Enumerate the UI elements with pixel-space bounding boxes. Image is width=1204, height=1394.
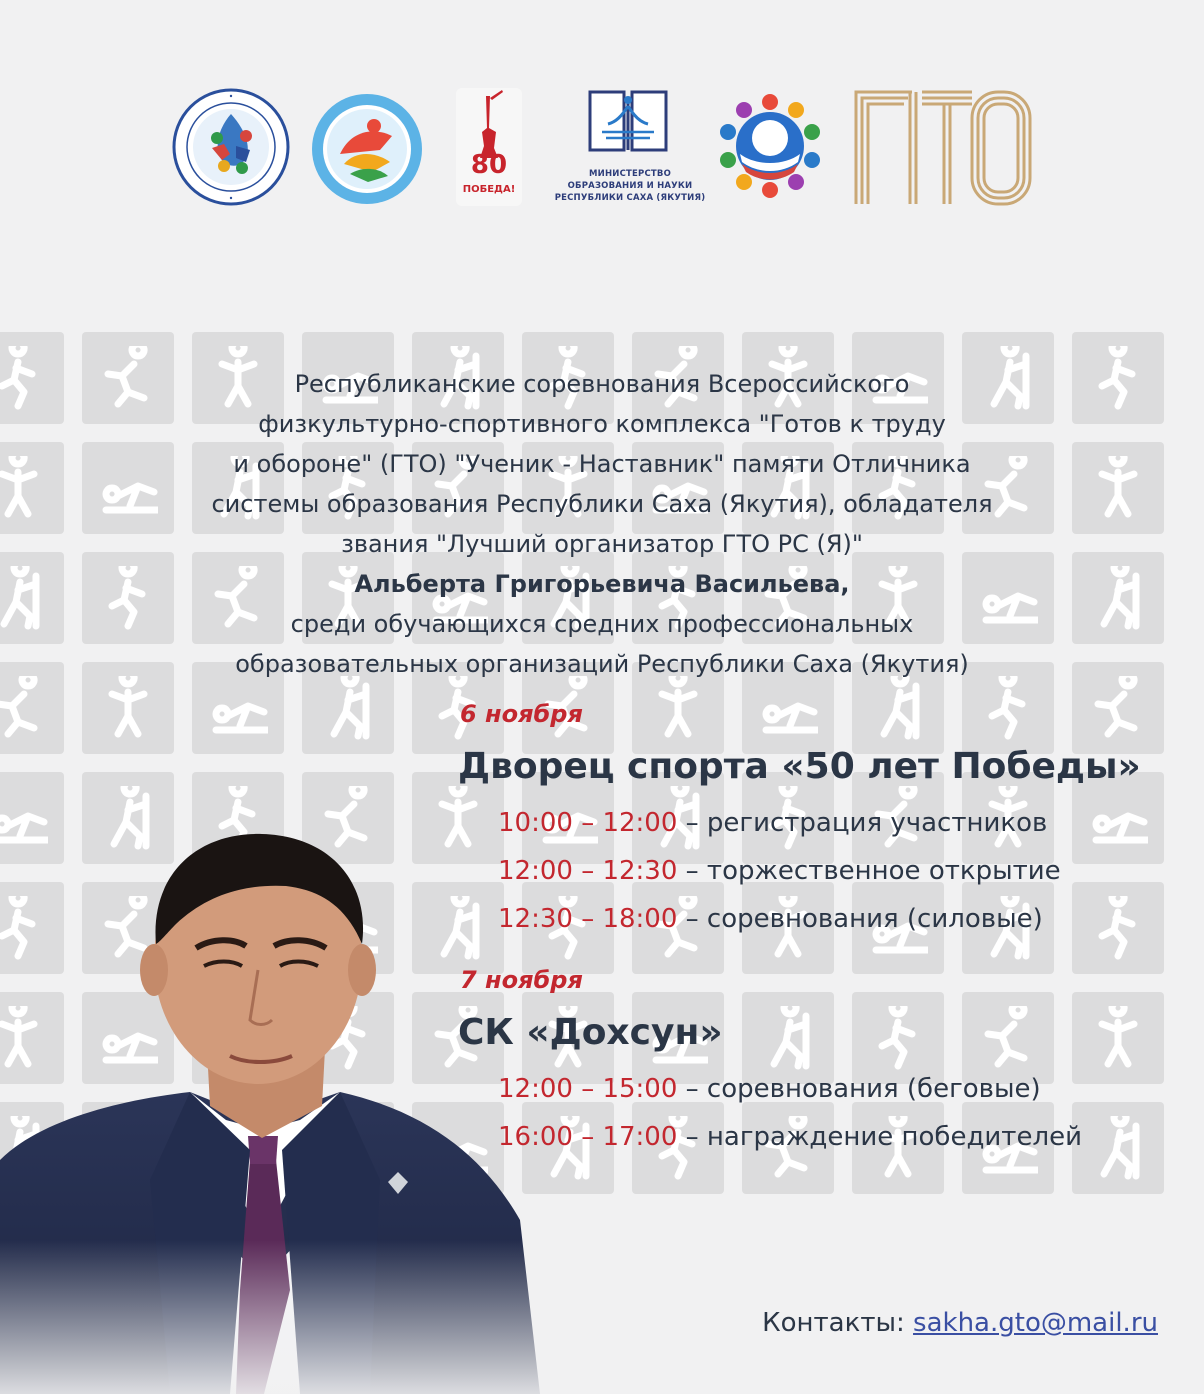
schedule-activity: – соревнования (силовые)	[677, 904, 1043, 934]
schedule-activity: – награждение победителей	[677, 1122, 1082, 1152]
athlete-icon	[1088, 896, 1148, 960]
schedule-time: 12:30 – 18:00	[498, 904, 678, 934]
gto-center-seal-icon	[310, 92, 424, 206]
ministry-sport-seal-icon	[172, 88, 290, 206]
athlete-icon	[758, 676, 818, 740]
description-line-7: образовательных организаций Республики Саха (Якутия)	[235, 650, 969, 678]
sport-pictogram-tile	[0, 332, 64, 424]
athlete-icon	[0, 676, 48, 740]
sport-pictogram-tile	[852, 992, 944, 1084]
schedule-activity: – регистрация участников	[677, 808, 1048, 838]
schedule-row	[498, 856, 1061, 886]
athlete-icon	[318, 676, 378, 740]
man-portrait-icon	[0, 820, 560, 1394]
athlete-icon	[868, 676, 928, 740]
pobeda-number: 80	[470, 150, 508, 180]
athlete-icon	[868, 1006, 928, 1070]
schedule-time: 16:00 – 17:00	[498, 1122, 678, 1152]
yakutia-globe-logo	[716, 92, 824, 200]
schedule-row	[498, 904, 1043, 934]
description-line-4: системы образования Республики Саха (Якутия), обладателя	[211, 490, 993, 518]
athlete-icon	[978, 676, 1038, 740]
athlete-icon	[1088, 566, 1148, 630]
athlete-icon	[0, 346, 48, 410]
sport-pictogram-tile	[1072, 442, 1164, 534]
sport-pictogram-tile	[1072, 1102, 1164, 1194]
athlete-icon	[648, 676, 708, 740]
athlete-icon	[758, 1006, 818, 1070]
globe-stars-icon	[716, 92, 824, 200]
day-2-label: 7 ноября	[460, 966, 583, 994]
athlete-icon	[1088, 346, 1148, 410]
athlete-icon	[978, 1006, 1038, 1070]
sport-pictogram-tile	[1072, 662, 1164, 754]
schedule-row	[498, 808, 1047, 838]
schedule-time: 12:00 – 12:30	[498, 856, 678, 886]
sport-pictogram-tile	[742, 992, 834, 1084]
description-line-1: Республиканские соревнования Всероссийского	[294, 370, 910, 398]
athlete-icon	[208, 676, 268, 740]
gto-mark-icon	[852, 88, 1034, 208]
sport-pictogram-tile	[0, 662, 64, 754]
day-2-venue: СК «Дохсун»	[458, 1012, 723, 1053]
schedule-activity: – соревнования (беговые)	[677, 1074, 1041, 1104]
athlete-icon	[1088, 786, 1148, 850]
sport-pictogram-tile	[0, 552, 64, 644]
athlete-icon	[1088, 456, 1148, 520]
gto-mark-text: ГТО	[941, 158, 945, 159]
contact-email-link[interactable]: sakha.gto@mail.ru	[913, 1308, 1158, 1338]
pobeda-word: ПОБЕДА!	[462, 184, 516, 195]
logos-row	[0, 80, 1204, 210]
athlete-icon	[0, 456, 48, 520]
open-book-icon	[586, 88, 670, 158]
sport-pictogram-tile	[1072, 552, 1164, 644]
ministry-sport-logo	[172, 88, 290, 206]
athlete-icon	[98, 676, 158, 740]
event-description	[120, 364, 1084, 684]
sport-pictogram-tile	[1072, 992, 1164, 1084]
schedule-time: 12:00 – 15:00	[498, 1074, 678, 1104]
sport-pictogram-tile	[1072, 332, 1164, 424]
athlete-icon	[1088, 1116, 1148, 1180]
schedule-row	[498, 1122, 1082, 1152]
ministry-education-caption: МИНИСТЕРСТВО ОБРАЗОВАНИЯ И НАУКИ РЕСПУБЛИКИ САХА (ЯКУТИЯ)	[554, 169, 706, 203]
description-line-6: среди обучающихся средних профессиональных	[290, 610, 914, 638]
description-line-2: физкультурно-спортивного комплекса "Готов к труду	[258, 410, 946, 438]
gto-mark-logo	[852, 88, 1034, 208]
contacts-label: Контакты:	[762, 1308, 914, 1338]
day-1-venue: Дворец спорта «50 лет Победы»	[458, 746, 1141, 787]
description-line-3: и обороне" (ГТО) "Ученик - Наставник" памяти Отличника	[233, 450, 971, 478]
sport-pictogram-tile	[1072, 882, 1164, 974]
gto-center-logo	[310, 92, 424, 206]
athlete-icon	[0, 566, 48, 630]
athlete-icon	[1088, 676, 1148, 740]
pobeda-80-logo	[456, 88, 522, 206]
ministry-education-logo	[586, 88, 670, 158]
honoree-photo	[0, 820, 560, 1394]
honoree-name: Альберта Григорьевича Васильева,	[354, 570, 850, 598]
contacts	[762, 1308, 1158, 1338]
schedule-activity: – торжественное открытие	[677, 856, 1061, 886]
day-1-label: 6 ноября	[460, 700, 583, 728]
description-line-5: звания "Лучший организатор ГТО РС (Я)"	[341, 530, 863, 558]
sport-pictogram-tile	[0, 442, 64, 534]
schedule-time: 10:00 – 12:00	[498, 808, 678, 838]
athlete-icon	[1088, 1006, 1148, 1070]
schedule-row	[498, 1074, 1041, 1104]
sport-pictogram-tile	[962, 992, 1054, 1084]
